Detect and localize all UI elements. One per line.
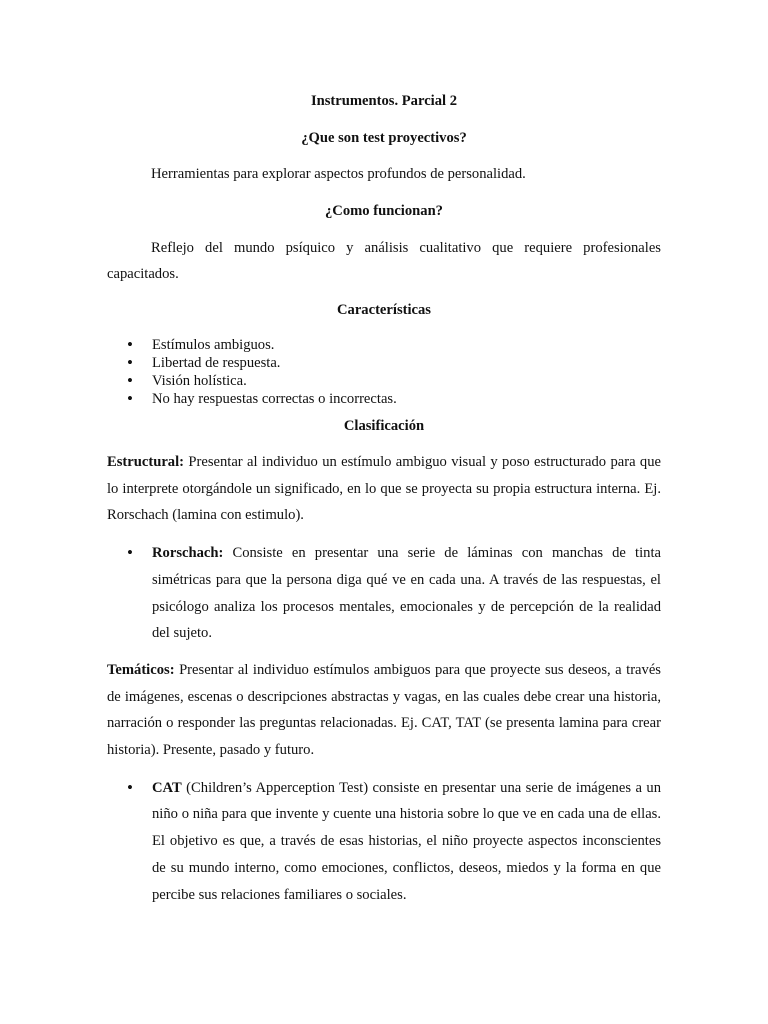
document-body (107, 90, 661, 908)
estructural-label: Estructural: (107, 454, 185, 470)
tematicos-label: Temáticos: (107, 661, 175, 678)
cat-list (107, 775, 661, 909)
paragraph-reflejo: Reflejo del mundo psíquico y análisis cualitativo que requiere profesionales capacitados. (107, 240, 661, 282)
heading-caracteristicas: Características (336, 302, 431, 318)
cat-text: (Children’s Apperception Test) consiste en presentar una serie de imágenes a un niño o niña para que invente y cuente una historia sobre lo que ve en cada una de ellas. El objetivo es que, a través de esas historias, el niño proyecte aspectos inconscientes de su mundo interno, como emociones, conflictos, deseos, miedos y la forma en que percibe sus relaciones familiares o sociales. (152, 779, 661, 903)
paragraph-estructural (107, 449, 661, 529)
heading-que-son: ¿Que son test proyectivos? (301, 130, 467, 146)
heading-como-funcionan: ¿Como funcionan? (325, 203, 443, 219)
estructural-text: Presentar al individuo un estímulo ambiguo visual y poso estructurado para que lo interprete otorgándole un significado, en lo que se proyecta su propia estructura interna. Ej. Rorschach (lamina con estimulo). (107, 454, 661, 524)
rorschach-list (107, 540, 661, 647)
list-item-cat (107, 775, 661, 909)
list-item: • Estímulos ambiguos. (107, 336, 661, 354)
caracteristicas-list (107, 336, 661, 408)
list-item: • No hay respuestas correctas o incorrectas. (107, 390, 661, 408)
rorschach-label: Rorschach: (152, 545, 224, 562)
paragraph-herramientas: Herramientas para explorar aspectos profundos de personalidad. (151, 166, 526, 182)
cat-label: CAT (152, 779, 182, 796)
document-title: Instrumentos. Parcial 2 (310, 93, 458, 109)
list-item: • Visión holística. (107, 372, 661, 390)
paragraph-tematicos (107, 657, 661, 764)
list-item: • Libertad de respuesta. (107, 354, 661, 372)
heading-clasificacion: Clasificación (343, 418, 425, 434)
rorschach-text: Consiste en presentar una serie de láminas con manchas de tinta simétricas para que la persona diga qué ve en cada una. A través de las respuestas, el psicólogo analiza los procesos mentales, emocionales y de percepción de la realidad del sujeto. (152, 545, 661, 642)
list-item-rorschach (107, 540, 661, 647)
tematicos-text: Presentar al individuo estímulos ambiguos para que proyecte sus deseos, a través de imágenes, escenas o descripciones abstractas y vagas, en las cuales debe crear una historia, narración o responder las preguntas relacionadas. Ej. CAT, TAT (se presenta lamina para crear historia). Presente, pasado y futuro. (107, 661, 661, 759)
